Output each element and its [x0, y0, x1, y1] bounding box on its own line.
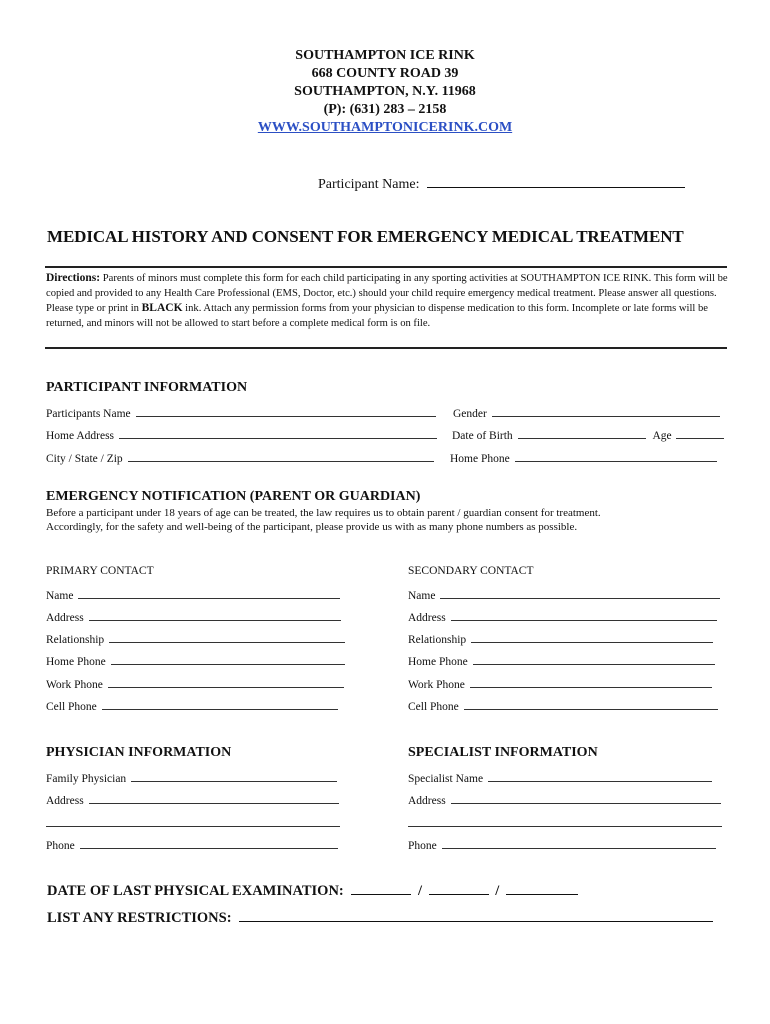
directions-paragraph: [46, 271, 728, 331]
physician-phone-row: [46, 838, 338, 852]
secondary-relationship-row: [408, 632, 713, 646]
directions-text-1: Parents of minors must complete this form for each child participating in any sporting activities at SOUTHAMPTON ICE RINK. This form will be copied and provided to any Health Care Professional (EMS, Doctor, etc.) should your child require emergency medical treatment. Please answer all questions. Please type or print in: [46, 273, 728, 314]
org-phone: (P): (631) 283 – 2158: [323, 102, 447, 117]
age-label: Age: [652, 430, 672, 442]
physician-heading: PHYSICIAN INFORMATION: [46, 745, 232, 760]
secondary-name-field[interactable]: [440, 588, 720, 599]
city-state-zip-row: [46, 451, 434, 465]
form-title: MEDICAL HISTORY AND CONSENT FOR EMERGENCY MEDICAL TREATMENT: [47, 227, 684, 246]
secondary-work-phone-row: [408, 677, 712, 691]
physician-address-line-2-row: [46, 816, 340, 830]
website-link[interactable]: WWW.SOUTHAMPTONICERINK.COM: [257, 120, 513, 135]
participant-info-heading: PARTICIPANT INFORMATION: [46, 380, 248, 395]
specialist-address-line-2-row: [408, 816, 722, 830]
secondary-name-row: [408, 588, 720, 602]
participants-name-row: [46, 406, 436, 420]
city-state-zip-label: City / State / Zip: [46, 453, 123, 465]
primary-address-field[interactable]: [89, 610, 341, 621]
specialist-phone-field[interactable]: [442, 838, 716, 849]
secondary-name-label: Name: [408, 590, 436, 602]
family-physician-label: Family Physician: [46, 773, 127, 785]
directions-text-2: ink. Attach any permission forms from your physician to dispense medication to this form. Incomplete or late forms will be returned, and minors will not be allowed to start before a complete medical form is on file.: [46, 303, 708, 329]
emergency-text-2: Accordingly, for the safety and well-being of the participant, please provide us with as many phone numbers as possible.: [46, 521, 578, 533]
last-physical-label: DATE OF LAST PHYSICAL EXAMINATION:: [47, 883, 344, 899]
primary-relationship-label: Relationship: [46, 634, 105, 646]
primary-name-label: Name: [46, 590, 74, 602]
physician-phone-field[interactable]: [80, 838, 338, 849]
gender-field[interactable]: [492, 406, 720, 417]
primary-relationship-field[interactable]: [109, 632, 345, 643]
physician-address-row: [46, 793, 339, 807]
secondary-relationship-field[interactable]: [471, 632, 713, 643]
primary-work-phone-row: [46, 677, 344, 691]
primary-relationship-row: [46, 632, 345, 646]
primary-home-phone-label: Home Phone: [46, 656, 106, 668]
last-physical-row: [47, 882, 578, 900]
primary-cell-phone-label: Cell Phone: [46, 701, 97, 713]
physician-address-field[interactable]: [89, 793, 339, 804]
participants-name-label: Participants Name: [46, 408, 131, 420]
primary-address-label: Address: [46, 612, 84, 624]
primary-cell-phone-field[interactable]: [102, 699, 338, 710]
primary-name-field[interactable]: [78, 588, 340, 599]
secondary-home-phone-field[interactable]: [473, 654, 715, 665]
specialist-name-label: Specialist Name: [408, 773, 484, 785]
participant-name-label: Participant Name:: [318, 177, 420, 192]
specialist-phone-row: [408, 838, 716, 852]
directions-label: Directions:: [46, 272, 101, 284]
specialist-address-label: Address: [408, 795, 446, 807]
dob-row: [452, 428, 724, 442]
city-state-zip-field[interactable]: [128, 451, 434, 462]
secondary-work-phone-label: Work Phone: [408, 679, 465, 691]
physician-address-line-2-field[interactable]: [46, 816, 340, 827]
primary-work-phone-label: Work Phone: [46, 679, 103, 691]
specialist-address-field[interactable]: [451, 793, 721, 804]
home-phone-label: Home Phone: [450, 453, 510, 465]
participant-name-row: [318, 173, 685, 193]
emergency-heading: EMERGENCY NOTIFICATION (PARENT OR GUARDIAN): [46, 489, 421, 504]
date-separator-1: /: [418, 883, 423, 899]
secondary-cell-phone-label: Cell Phone: [408, 701, 459, 713]
top-divider: [45, 266, 727, 268]
secondary-home-phone-label: Home Phone: [408, 656, 468, 668]
org-street: 668 COUNTY ROAD 39: [311, 66, 459, 81]
last-physical-month-field[interactable]: [351, 882, 411, 895]
last-physical-year-field[interactable]: [506, 882, 578, 895]
primary-name-row: [46, 588, 340, 602]
physician-address-label: Address: [46, 795, 84, 807]
secondary-relationship-label: Relationship: [408, 634, 467, 646]
emergency-text-1: Before a participant under 18 years of age can be treated, the law requires us to obtain parent / guardian consent for treatment.: [46, 507, 601, 519]
home-address-field[interactable]: [119, 428, 437, 439]
secondary-address-label: Address: [408, 612, 446, 624]
secondary-cell-phone-row: [408, 699, 718, 713]
participants-name-field[interactable]: [136, 406, 436, 417]
restrictions-field[interactable]: [239, 909, 713, 922]
gender-row: [453, 406, 720, 420]
primary-contact-heading: PRIMARY CONTACT: [46, 565, 154, 577]
specialist-phone-label: Phone: [408, 840, 437, 852]
last-physical-day-field[interactable]: [429, 882, 489, 895]
secondary-work-phone-field[interactable]: [470, 677, 712, 688]
home-phone-row: [450, 451, 717, 465]
home-phone-field[interactable]: [515, 451, 717, 462]
dob-field[interactable]: [518, 428, 646, 439]
gender-label: Gender: [453, 408, 487, 420]
primary-cell-phone-row: [46, 699, 338, 713]
specialist-address-line-2-field[interactable]: [408, 816, 722, 827]
physician-phone-label: Phone: [46, 840, 75, 852]
date-separator-2: /: [495, 883, 500, 899]
participant-name-field[interactable]: [427, 173, 685, 188]
secondary-address-field[interactable]: [451, 610, 717, 621]
directions-emphasis: BLACK: [141, 302, 183, 314]
specialist-heading: SPECIALIST INFORMATION: [408, 745, 598, 760]
secondary-cell-phone-field[interactable]: [464, 699, 718, 710]
home-address-label: Home Address: [46, 430, 115, 442]
secondary-contact-heading: SECONDARY CONTACT: [408, 565, 534, 577]
home-address-row: [46, 428, 437, 442]
primary-home-phone-field[interactable]: [111, 654, 345, 665]
primary-address-row: [46, 610, 341, 624]
org-city: SOUTHAMPTON, N.Y. 11968: [294, 84, 476, 99]
family-physician-row: [46, 771, 337, 785]
specialist-name-field[interactable]: [488, 771, 712, 782]
dob-label: Date of Birth: [452, 430, 513, 442]
specialist-address-row: [408, 793, 721, 807]
restrictions-label: LIST ANY RESTRICTIONS:: [47, 910, 232, 926]
bottom-divider: [45, 347, 727, 349]
specialist-name-row: [408, 771, 712, 785]
primary-work-phone-field[interactable]: [108, 677, 344, 688]
org-name: SOUTHAMPTON ICE RINK: [295, 48, 475, 63]
age-field[interactable]: [676, 428, 724, 439]
secondary-address-row: [408, 610, 717, 624]
secondary-home-phone-row: [408, 654, 715, 668]
restrictions-row: [47, 909, 713, 927]
family-physician-field[interactable]: [131, 771, 337, 782]
primary-home-phone-row: [46, 654, 345, 668]
